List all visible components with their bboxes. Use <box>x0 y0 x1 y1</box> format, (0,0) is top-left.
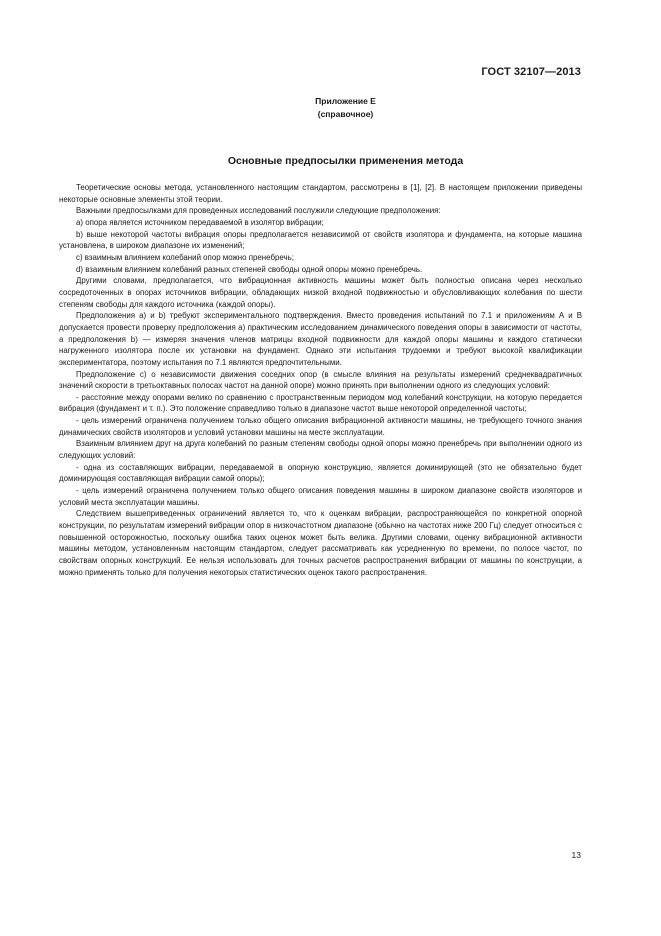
list-item: - одна из составляющих вибрации, передаваемой в опорную конструкцию, является доминирующей (это не обязательно будет доминирующая составляющая вибрации самой опоры); <box>59 462 582 484</box>
list-item: b) выше некоторой частоты вибрация опоры предполагается независимой от свойств изолятора и фундамента, на которые машина установлена, в широком диапазоне их изменений; <box>59 229 582 251</box>
list-item: - расстояние между опорами велико по сравнению с пространственным периодом мод колебаний конструкции, на которую передается вибрация (фундамент и т. п.). Это положение справедливо только в диапазоне частот выше некоторой определенной частоты; <box>59 392 582 414</box>
paragraph: Другими словами, предполагается, что вибрационная активность машины может быть полностью описана через несколько сосредоточенных в опорах источников вибрации, обладающих низкой входной подвижностью и обусловливающих колебания по шести степеням свободы для каждого источника (каждой опоры). <box>59 276 582 309</box>
page-number: 13 <box>571 850 581 860</box>
paragraph: Следствием вышеприведенных ограничений является то, что к оценкам вибрации, распространяющейся по конкретной опорной конструкции, по результатам измерений вибрации опор в низкочастотном диапазоне (обычно на частотах ниже 200 Гц) следует относиться с повышенной осторожностью, поскольку ошибка таких оценок может быть велика. Другими словами, оценку вибрационной активности машины методом, установленным настоящим стандартом, следует рассматривать как усредненную по времени, по полосе частот, по свойствам опорных конструкций. Ее нельзя использовать для точных расчетов распространения вибрации от машины по конструкции, а можно применять только для получения некоторых статистических оценок такого распространения. <box>59 509 582 577</box>
body-text <box>59 182 582 578</box>
paragraph: Важными предпосылками для проведенных исследований послужили следующие предположения: <box>76 206 441 216</box>
list-item: c) взаимным влиянием колебаний опор можно пренебречь; <box>76 252 294 262</box>
list-item: - цель измерений ограничена получением только общего описания вибрационной активности машины, не требующего точного знания динамических свойств изоляторов и условий установки машины на месте эксплуатации. <box>59 416 582 437</box>
list-item: a) опора является источником передаваемой в изолятор вибрации; <box>76 217 324 227</box>
appendix-subtitle: (справочное) <box>317 109 374 119</box>
paragraph: Взаимным влиянием друг на друга колебаний по разным степеням свободы одной опоры можно пренебречь при выполнении одного из следующих условий: <box>59 439 582 461</box>
paragraph: Теоретические основы метода, установленного настоящим стандартом, рассмотрены в [1], [2]. В настоящем приложении приведены некоторые основные элементы этой теории. <box>59 183 582 204</box>
list-item: d) взаимным влиянием колебаний разных степеней свободы одной опоры можно пренебречь. <box>76 264 423 274</box>
paragraph: Предположения a) и b) требуют экспериментального подтверждения. Вместо проведения испытаний по 7.1 и приложениям А и В допускается провести проверку предположения a) практическим исследованием динамического поведения опоры в зависимости от частоты, а предположения b) — измеряя значения членов матрицы входной подвижности для каждой опоры машины и каждого статически нагруженного изолятора после их установки на фундамент. Однако эти испытания трудоемки и требуют высокой квалификации экспериментатора, поэтому испытания по 7.1 являются предпочтительными. <box>59 311 582 367</box>
list-item: - цель измерений ограничена получением только общего описания поведения машины в широком диапазоне свойств изоляторов и условий места эксплуатации машины. <box>59 486 582 507</box>
section-title: Основные предпосылки применения метода <box>227 155 464 167</box>
appendix-heading <box>0 95 661 121</box>
document-standard-number: ГОСТ 32107—2013 <box>481 66 581 78</box>
appendix-title: Приложение Е <box>315 96 376 106</box>
paragraph: Предположение c) о независимости движения соседних опор (в смысле влияния на результаты измерений среднеквадратичных значений скорости в третьоктавных полосах частот на данной опоре) можно принять при выполнении одного из следующих условий: <box>59 369 582 391</box>
